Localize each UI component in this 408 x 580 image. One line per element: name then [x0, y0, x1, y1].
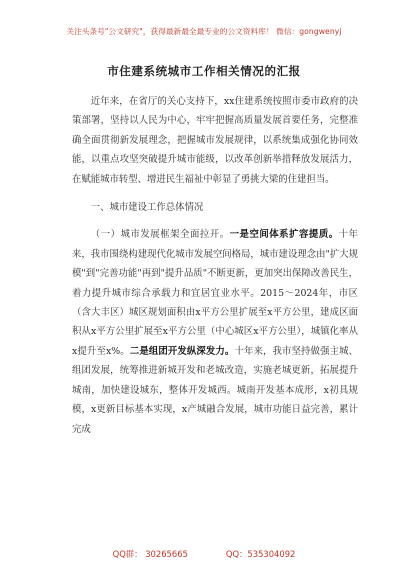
intro-paragraph: 近年来，在省厅的关心支持下，xx住建系统按照市委市政府的决策部署，坚持以人民为中心，牢牢把握高质量发展首要任务，完整准确全面贯彻新发展理念，把握城市发展规律，以系统集成强化协同效能，以重点攻坚突破提升城市能级，以改革创新举措释放发展活力，在赋能城市转型、增进民生福祉中彰显了勇挑大梁的住建担当。	[72, 96, 358, 185]
section-heading: 一、城市建设工作总体情况	[90, 202, 204, 214]
qq-number: QQ：535304092	[225, 549, 296, 559]
document-body	[72, 92, 358, 439]
paragraph-lead: （一）城市发展框架全面拉开。	[90, 229, 230, 241]
paragraph-text-1: 十年来，我市围绕构建现代化城市发展空间格局，城市建设理念由"扩大规模"到"完善功能"再到"提升品质"不断更新，更加突出保障改善民生，着力提升城市综合承载力和宜居宜业水平。2015～2024年，市区（含大丰区）城区规划面积由x平方公里扩展至x平方公里，建成区面积从x平方公里扩展至x平方公里（中心城区x平方公里），城镇化率从x提升至x%。	[72, 229, 358, 357]
footer-contact	[0, 548, 408, 560]
header-banner: 关注头条号"公文研究"，获得最新最全最专业的公文资料库！ 微信：gongwenyj	[66, 27, 342, 36]
bold-point-2: 二是组团开发纵深发力。	[129, 345, 235, 357]
paragraph-text-2: 十年来，我市坚持做强主城、组团发展，统筹推进新城开发和老城改造，实施老城更新，拓展提升城南，加快建设城东，整体开发城西。城南开发基本成形，x初具规模，x更新目标基本实现，x产城融合发展，城市功能日益完善，累计完成	[72, 345, 358, 435]
document-title: 市住建系统城市工作相关情况的汇报	[107, 64, 301, 78]
qq-group: QQ群： 30265665	[112, 549, 188, 559]
body-paragraph	[72, 225, 358, 438]
bold-point-1: 一是空间体系扩容提质。	[229, 229, 339, 241]
